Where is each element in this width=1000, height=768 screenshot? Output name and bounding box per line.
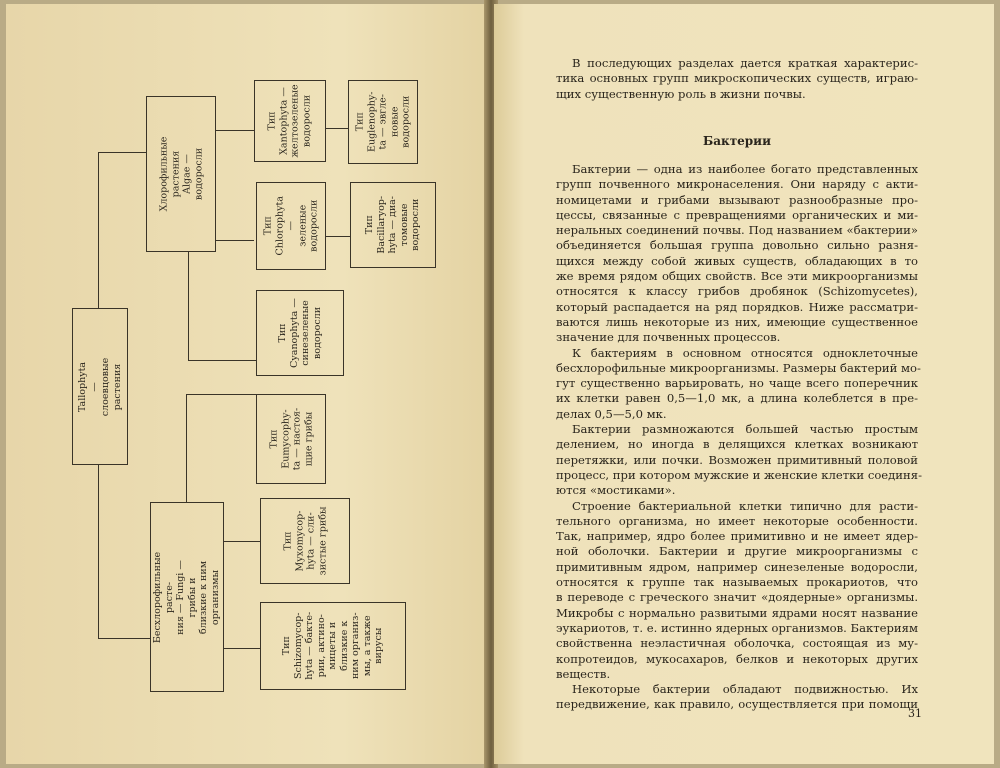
text-line: Некоторые бактерии обладают подвижностью. Их: [572, 682, 918, 697]
text-line: Бактерии размножаются большей частью простым: [572, 422, 918, 437]
connector: [186, 394, 256, 395]
left-page: [6, 4, 486, 764]
box-chlorophyta: [256, 182, 326, 270]
text-line: гут существенно варьировать, но чаще всего поперечник: [556, 376, 918, 391]
text-line: К бактериям в основном относятся одноклеточные: [572, 345, 918, 360]
box-eumyco-label: Тип Eumycophy- ta — настоя- щие грибы: [267, 407, 314, 471]
text-line: В последующих разделах дается краткая характерис-: [572, 56, 918, 70]
box-chloro-label: Хлорофильные растения Algae — водоросли: [158, 136, 204, 212]
box-xantho: [254, 80, 326, 162]
text-line: передвижение, как правило, осуществляется при помощи: [556, 697, 918, 712]
connector: [224, 541, 260, 542]
text-line: в переводе с греческого значит «доядерные» организмы.: [556, 590, 918, 605]
box-chloro: [146, 96, 216, 252]
connector: [224, 648, 260, 649]
connector: [216, 130, 254, 131]
section-heading: Бактерии: [703, 134, 771, 148]
box-euglena: [348, 80, 418, 164]
box-bacillario: [350, 182, 436, 268]
text-line: номицетами и грибами вызывают разнообразные про-: [556, 192, 918, 207]
connector: [216, 240, 254, 241]
text-line: щихся между собой живых существ, обладающих в то: [556, 253, 918, 268]
text-line: неральных соединений почвы. Под названием «бактерии»: [556, 223, 918, 238]
box-cyano: [256, 290, 344, 376]
text-line: Бактерии — одна из наиболее богато представленных: [572, 162, 918, 176]
text-line: Микробы с нормально развитыми ядрами носят название: [556, 605, 918, 620]
connector: [188, 252, 189, 360]
box-myxo-label: Тип Myxomycop- hyta — сли- зистые грибы: [282, 506, 328, 576]
text-line: ваются лишь некоторые из них, имеющие существенное: [556, 314, 918, 329]
text-line: перетяжки, или почки. Возможен примитивный половой: [556, 452, 918, 467]
text-line: Так, например, ядро более примитивно и не имеет ядер-: [556, 529, 918, 544]
body-text: [556, 162, 922, 713]
text-line: тельного организма, но имеет некоторые особенности.: [556, 513, 918, 528]
box-fungi-label: Бесхлорофильные расте- ния — Fungi — грибы и близкие к ним организмы: [152, 551, 222, 643]
right-page: [494, 4, 994, 764]
box-bacillario-label: Тип Bacillaryop- hyta — диа- томовые водоросли: [364, 196, 422, 254]
text-line: цессы, связанные с превращениями органических и ми-: [556, 207, 918, 222]
connector: [188, 360, 256, 361]
text-line: процесс, при котором мужские и женские клетки соединя-: [556, 467, 922, 482]
intro-paragraph: [556, 56, 918, 102]
text-line: который распадается на ряд порядков. Ниже рассматри-: [556, 299, 918, 314]
text-line: значение для почвенных процессов.: [556, 330, 781, 345]
box-fungi: [150, 502, 224, 692]
text-line: делением, но иногда в делящихся клетках возникают: [556, 437, 918, 452]
text-line: относятся к группе так называемых прокариотов, что: [556, 575, 918, 590]
text-line: бесхлорофильные микроорганизмы. Размеры бактерий мо-: [556, 360, 921, 375]
connector: [98, 638, 150, 639]
box-schizo: [260, 602, 406, 690]
connector: [186, 394, 187, 502]
text-line: свойственна неэластичная оболочка, состоящая из му-: [556, 636, 918, 651]
text-line: щих существенную роль в жизни почвы.: [556, 86, 806, 101]
page-number: 31: [908, 707, 922, 720]
box-xantho-label: Тип Xantophyta — желтозеленые водоросли: [267, 84, 313, 158]
text-line: относятся к классу грибов дробянок (Schizomycetes),: [556, 284, 918, 299]
box-eumyco: [256, 394, 326, 484]
box-cyano-label: Тип Cyanophyta — синезеленые водоросли: [277, 298, 323, 368]
box-euglena-label: Тип Euglenophy- ta — эвгле- новые водоросли: [354, 91, 412, 153]
text-line: Строение бактериальной клетки типично для расти-: [572, 498, 918, 513]
text-line: копротеидов, мукосахаров, белков и некоторых других: [556, 651, 918, 666]
text-line: тика основных групп микроскопических существ, играю-: [556, 71, 918, 86]
text-line: ются «мостиками».: [556, 483, 676, 498]
connector: [98, 465, 99, 638]
text-line: веществ.: [556, 666, 611, 681]
text-line: же время рядом общих свойств. Все эти микроорганизмы: [556, 269, 918, 284]
text-line: ной оболочки. Бактерии и другие микроорганизмы с: [556, 544, 918, 559]
box-tallophyta: [72, 308, 128, 465]
connector: [98, 152, 146, 153]
text-line: объединяется большая группа довольно сильно разня-: [556, 238, 918, 253]
connector: [326, 236, 350, 237]
text-line: эукариотов, т. е. истинно ядерных организмов. Бактериям: [556, 620, 918, 635]
text-line: групп почвенного микронаселения. Они наряду с акти-: [556, 177, 918, 192]
text-line: делах 0,5—5,0 мк.: [556, 406, 667, 421]
box-myxo: [260, 498, 350, 584]
box-chlorophyta-label: Тип Chlorophyta — зеленые водоросли: [262, 196, 320, 256]
box-tallophyta-label: Tallophyta — слоевцовые растения: [77, 357, 123, 416]
text-line: их клетки равен 0,5—1,0 мк, а длина колеблется в пре-: [556, 391, 918, 406]
box-schizo-label: Тип Schizomycop- hyta — бакте- рии, актино- мицеты и близкие к ним организ- мы, а также вирусы: [281, 612, 385, 680]
text-line: примитивным ядром, например синезеленые водоросли,: [556, 559, 918, 574]
connector: [98, 152, 99, 308]
connector: [326, 128, 348, 129]
